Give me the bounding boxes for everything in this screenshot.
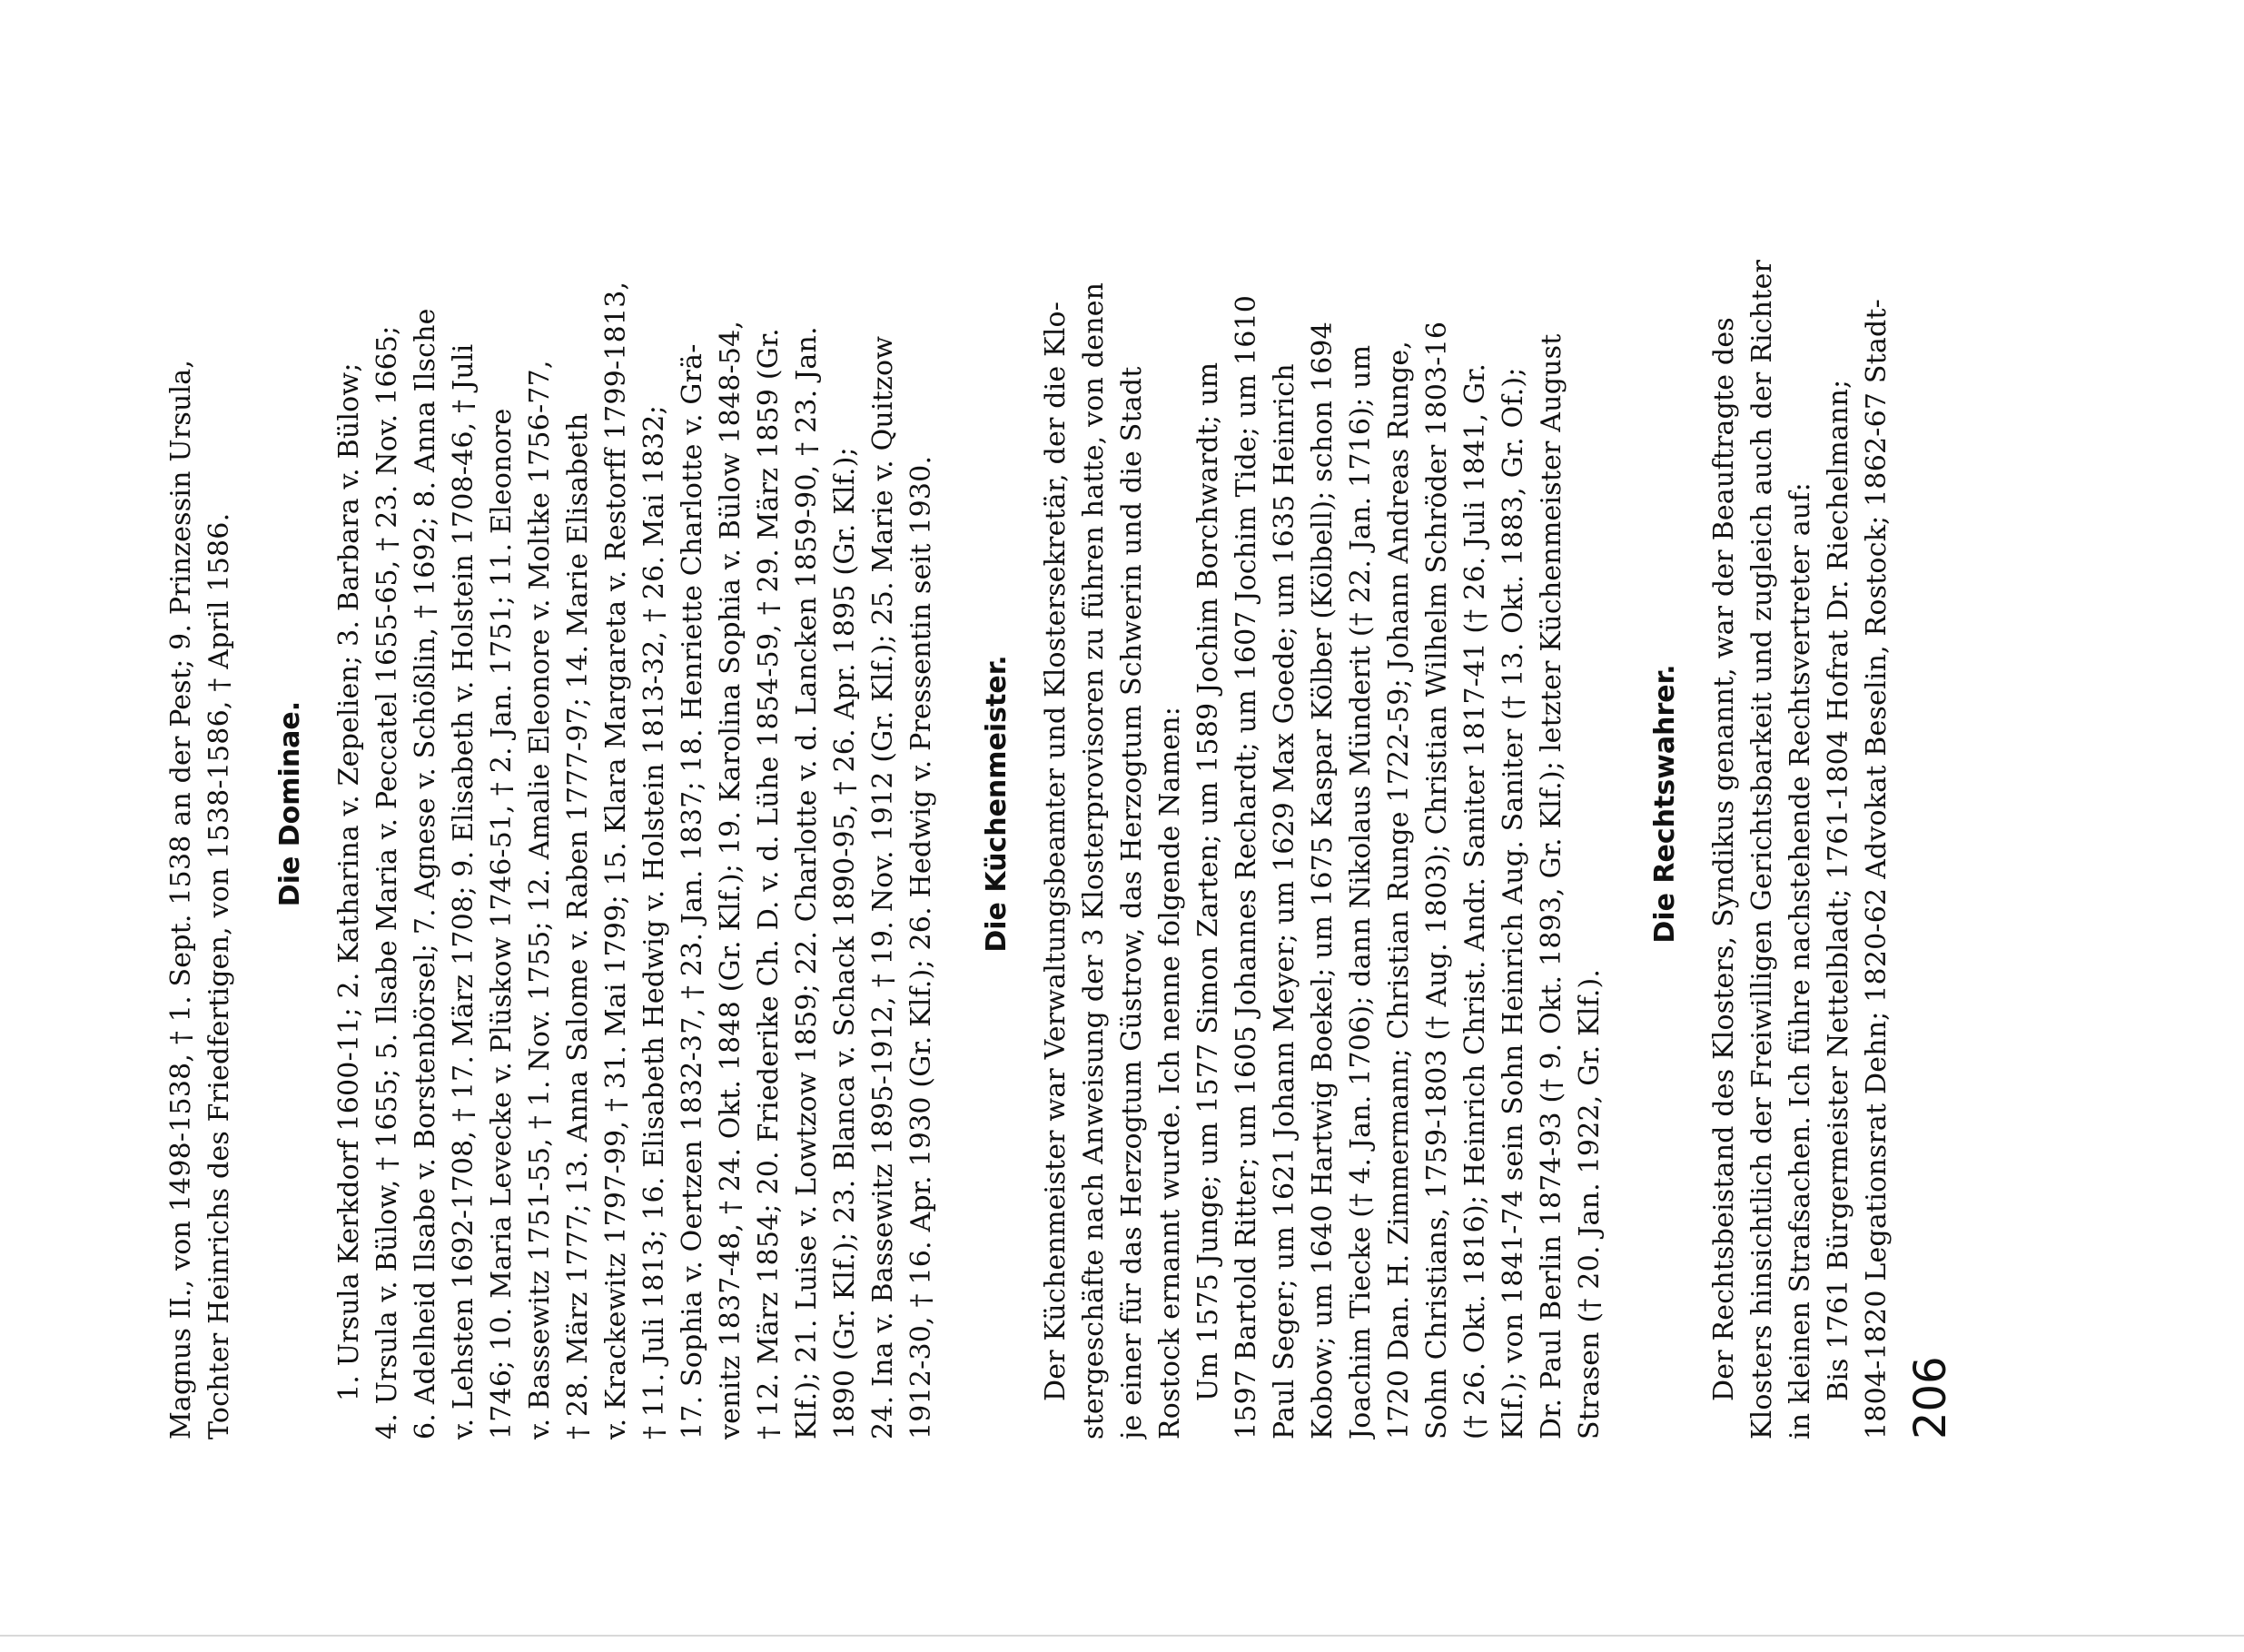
top-line-1: Magnus II., von 1498-1538, † 1. Sept. 1538 an der Pest; 9. Prinzessin Ursula, <box>165 359 197 1439</box>
kuechenmeister-line: Strasen († 20. Jan. 1922, Gr. Klf.). <box>1574 968 1606 1439</box>
heading-rechtswahrer: Die Rechtswahrer. <box>1649 664 1681 944</box>
dominae-line: 1746; 10. Maria Levecke v. Plüskow 1746-51, † 2. Jan. 1751; 11. Eleonore <box>486 408 518 1439</box>
dominae-line: 1. Ursula Kerkdorf 1600-11; 2. Katharina v. Zepelien; 3. Barbara v. Bülow; <box>333 362 365 1401</box>
heading-kuechenmeister: Die Küchenmeister. <box>981 655 1013 953</box>
kuechenmeister-line: Klf.); von 1841-74 sein Sohn Heinrich Aug. Saniter († 13. Okt. 1883, Gr. Of.); <box>1498 367 1529 1439</box>
kuechenmeister-line: 1597 Bartold Ritter; um 1605 Johannes Rechardt; um 1607 Jochim Tide; um 1610 <box>1231 294 1262 1439</box>
scan-bottom-edge <box>0 1635 2244 1637</box>
dominae-line: venitz 1837-48, † 24. Okt. 1848 (Gr. Klf.); 19. Karolina Sophia v. Bülow 1848-54, <box>715 320 746 1439</box>
dominae-line: 6. Adelheid Ilsabe v. Borstenbörsel; 7. Agnese v. Schößlin, † 1692; 8. Anna Ilsche <box>410 308 441 1439</box>
kuechenmeister-line: stergeschäfte nach Anweisung der 3 Klosterprovisoren zu führen hatte, von denen <box>1078 282 1110 1439</box>
dominae-line: † 11. Juli 1813; 16. Elisabeth Hedwig v. Holstein 1813-32, † 26. Mai 1832; <box>638 405 670 1439</box>
kuechenmeister-line: je einer für das Herzogtum Güstrow, das Herzogtum Schwerin und die Stadt <box>1116 366 1148 1439</box>
dominae-line: v. Bassewitz 1751-55, † 1. Nov. 1755; 12. Amalie Eleonore v. Moltke 1756-77, <box>524 360 556 1439</box>
rechtswahrer-line: Bis 1761 Bürgermeister Nettelbladt; 1761-1804 Hofrat Dr. Riechelmann; <box>1823 379 1854 1401</box>
kuechenmeister-line: Sohn Christians, 1759-1803 († Aug. 1803); Christian Wilhelm Schröder 1803-16 <box>1421 321 1453 1439</box>
kuechenmeister-line: Um 1575 Junge; um 1577 Simon Zarten; um 1589 Jochim Borchwardt; um <box>1192 361 1224 1401</box>
rotated-text-block <box>163 168 1962 1439</box>
kuechenmeister-line: 1720 Dan. H. Zimmermann; Christian Runge 1722-59; Johann Andreas Runge, <box>1383 340 1415 1439</box>
dominae-line: v. Krackewitz 1797-99, † 31. Mai 1799; 15. Klara Margareta v. Restorff 1799-1813, <box>600 281 632 1439</box>
rechtswahrer-line: 1804-1820 Legationsrat Dehn; 1820-62 Advokat Beselin, Rostock; 1862-67 Stadt- <box>1861 298 1893 1439</box>
dominae-line: † 28. März 1777; 13. Anna Salome v. Raben 1777-97; 14. Marie Elisabeth <box>562 412 594 1439</box>
kuechenmeister-line: Paul Seger; um 1621 Johann Meyer; um 1629 Max Goede; um 1635 Heinrich <box>1269 363 1300 1439</box>
kuechenmeister-line: Der Küchenmeister war Verwaltungsbeamter und Klostersekretär, der die Klo- <box>1040 301 1072 1401</box>
dominae-line: 1912-30, † 16. Apr. 1930 (Gr. Klf.); 26. Hedwig v. Pressentin seit 1930. <box>905 455 937 1439</box>
rechtswahrer-line: in kleinen Strafsachen. Ich führe nachstehende Rechtsvertreter auf: <box>1784 482 1816 1439</box>
top-line-2: Tochter Heinrichs des Friedfertigen, von 1538-1586, † April 1586. <box>203 512 235 1439</box>
page-number: 206 <box>1905 1356 1956 1439</box>
kuechenmeister-line: Dr. Paul Berlin 1874-93 († 9. Okt. 1893, Gr. Klf.); letzter Küchenmeister August <box>1536 333 1567 1439</box>
kuechenmeister-line: Rostock ernannt wurde. Ich nenne folgende Namen: <box>1154 706 1186 1439</box>
dominae-line: v. Lehsten 1692-1708, † 17. März 1708; 9. Elisabeth v. Holstein 1708-46, † Juli <box>448 343 479 1439</box>
dominae-line: 4. Ursula v. Bülow, † 1655; 5. Ilsabe Maria v. Peccatel 1655-65, † 23. Nov. 1665; <box>371 325 403 1439</box>
kuechenmeister-line: Kobow; um 1640 Hartwig Boekel; um 1675 Kaspar Kölber (Kölbell); schon 1694 <box>1307 321 1339 1439</box>
heading-dominae: Die Dominae. <box>274 700 306 907</box>
dominae-line: 17. Sophia v. Oertzen 1832-37, † 23. Jan. 1837; 18. Henriette Charlotte v. Grä- <box>677 343 708 1439</box>
rechtswahrer-line: Der Rechtsbeistand des Klosters, Syndikus genannt, war der Beauftragte des <box>1708 317 1740 1401</box>
dominae-line: 1890 (Gr. Klf.); 23. Blanca v. Schack 1890-95, † 26. Apr. 1895 (Gr. Klf.); <box>829 447 861 1439</box>
dominae-line: † 12. März 1854; 20. Friederike Ch. D. v. d. Lühe 1854-59, † 29. März 1859 (Gr. <box>753 328 785 1439</box>
kuechenmeister-line: Joachim Tiecke († 4. Jan. 1706); dann Nikolaus Münderit († 22. Jan. 1716); um <box>1345 344 1377 1439</box>
kuechenmeister-line: († 26. Okt. 1816); Heinrich Christ. Andr. Saniter 1817-41 († 26. Juli 1841, Gr. <box>1459 362 1491 1439</box>
dominae-line: Klf.); 21. Luise v. Lowtzow 1859; 22. Charlotte v. d. Lancken 1859-90, † 23. Jan. <box>791 326 823 1439</box>
dominae-line: 24. Ina v. Bassewitz 1895-1912, † 19. Nov. 1912 (Gr. Klf.); 25. Marie v. Quitzow <box>867 335 899 1439</box>
rechtswahrer-line: Klosters hinsichtlich der Freiwilligen Gerichtsbarkeit und zugleich auch der Richter <box>1746 259 1778 1439</box>
